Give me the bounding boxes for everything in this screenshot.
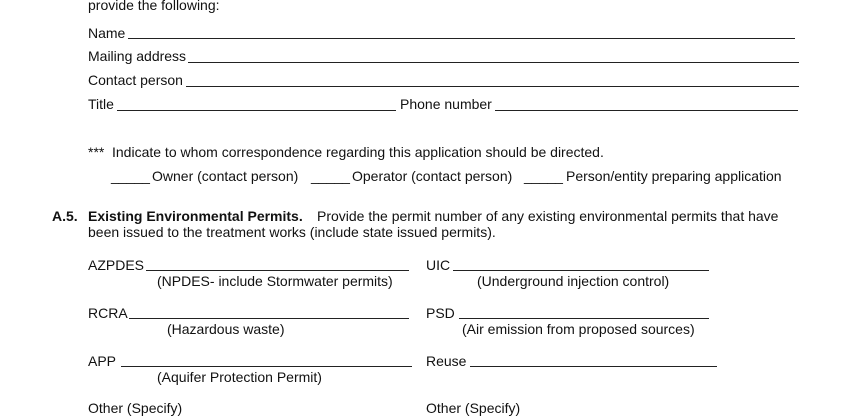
correspondence-marker: *** xyxy=(88,144,105,160)
section-title: Existing Environmental Permits. xyxy=(88,208,303,224)
app-label: APP xyxy=(88,353,117,369)
mailing-address-field[interactable] xyxy=(188,62,799,63)
rcra-field[interactable] xyxy=(129,318,409,319)
contact-person-label: Contact person xyxy=(88,72,183,88)
mailing-address-label: Mailing address xyxy=(88,48,187,64)
app-field[interactable] xyxy=(121,366,412,367)
operator-option-label: Operator (contact person) xyxy=(352,168,513,184)
psd-note: (Air emission from proposed sources) xyxy=(462,321,695,337)
operator-checkbox-blank[interactable]: _____ xyxy=(311,168,350,184)
preparer-option-label: Person/entity preparing application xyxy=(566,168,782,184)
name-label: Name xyxy=(88,25,126,41)
azpdes-field[interactable] xyxy=(146,270,409,271)
phone-number-field[interactable] xyxy=(495,110,798,111)
title-field[interactable] xyxy=(117,110,396,111)
section-number: A.5. xyxy=(52,208,78,224)
title-label: Title xyxy=(88,96,114,112)
uic-note: (Underground injection control) xyxy=(477,273,670,289)
app-note: (Aquifer Protection Permit) xyxy=(157,369,322,385)
rcra-label: RCRA xyxy=(88,305,128,321)
section-text-line2: been issued to the treatment works (include state issued permits). xyxy=(88,224,496,240)
psd-field[interactable] xyxy=(459,318,709,319)
uic-field[interactable] xyxy=(453,270,709,271)
correspondence-instruction: Indicate to whom correspondence regarding this application should be directed. xyxy=(112,144,604,160)
psd-label: PSD xyxy=(426,305,455,321)
contact-person-field[interactable] xyxy=(186,86,799,87)
owner-option-label: Owner (contact person) xyxy=(152,168,299,184)
preparer-checkbox-blank[interactable]: _____ xyxy=(524,168,563,184)
name-field[interactable] xyxy=(128,38,795,39)
reuse-label: Reuse xyxy=(426,353,467,369)
uic-label: UIC xyxy=(426,257,451,273)
intro-text: provide the following: xyxy=(88,0,220,13)
reuse-field[interactable] xyxy=(470,366,717,367)
phone-number-label: Phone number xyxy=(400,96,492,112)
other-specify-right-label: Other (Specify) xyxy=(426,400,521,416)
section-text-line1: Provide the permit number of any existing environmental permits that have xyxy=(317,208,779,224)
rcra-note: (Hazardous waste) xyxy=(167,321,285,337)
owner-checkbox-blank[interactable]: _____ xyxy=(111,168,150,184)
other-specify-left-label: Other (Specify) xyxy=(88,400,183,416)
azpdes-label: AZPDES xyxy=(88,257,145,273)
azpdes-note: (NPDES- include Stormwater permits) xyxy=(157,273,393,289)
